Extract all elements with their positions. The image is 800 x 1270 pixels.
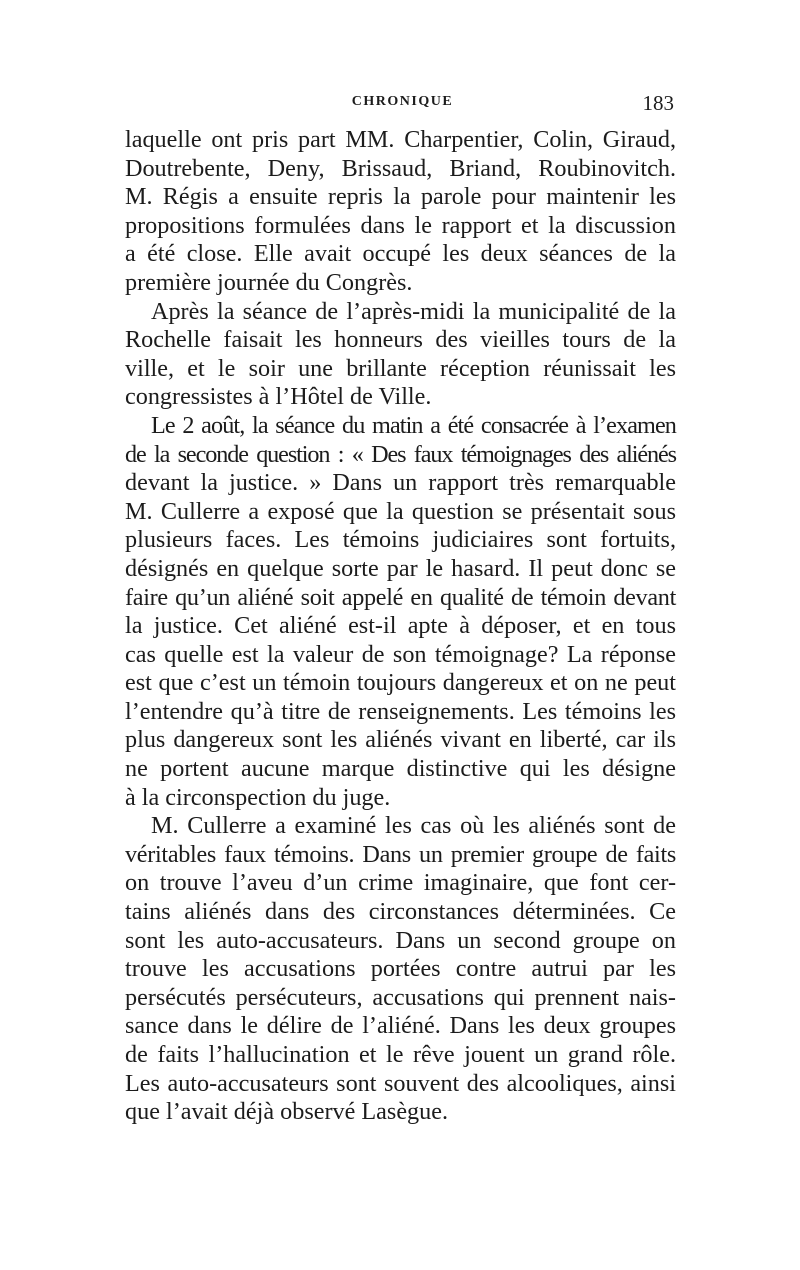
text-line: de faits l’hallucination et le rêve jouent un grand rôle. <box>125 1041 676 1068</box>
text-line: plus dangereux sont les aliénés vivant en liberté, car ils <box>125 726 676 754</box>
text-line: persécutés persécuteurs, accusations qui prennent nais- <box>125 983 676 1011</box>
text-line: de la seconde question : « Des faux témoignages des aliénés <box>125 440 676 468</box>
text-line: sont les auto-accusateurs. Dans un second groupe on <box>125 926 676 954</box>
text-line: à la circonspection du juge. <box>125 783 391 811</box>
text-line: laquelle ont pris part MM. Charpentier, Colin, Giraud, <box>125 126 676 153</box>
text-line: première journée du Congrès. <box>125 268 413 296</box>
text-line: l’entendre qu’à titre de renseignements. Les témoins les <box>125 697 676 725</box>
running-head: CHRONIQUE <box>351 94 454 109</box>
text-line: sance dans le délire de l’aliéné. Dans les deux groupes <box>125 1012 676 1040</box>
text-line: devant la justice. » Dans un rapport très remarquable <box>125 469 676 497</box>
text-line: M. Régis a ensuite repris la parole pour maintenir les <box>125 183 676 211</box>
text-line: Le 2 août, la séance du matin a été consacrée à l’examen <box>151 411 676 439</box>
text-line: plusieurs faces. Les témoins judiciaires sont fortuits, <box>125 526 676 554</box>
text-line: trouve les accusations portées contre autrui par les <box>125 955 676 983</box>
text-line: propositions formulées dans le rapport et la discussion <box>125 211 676 239</box>
text-line: désignés en quelque sorte par le hasard. Il peut donc se <box>125 554 676 582</box>
text-line: M. Cullerre a examiné les cas où les aliénés sont de <box>151 812 676 840</box>
body-text <box>125 126 676 1127</box>
text-line: que l’avait déjà observé Lasègue. <box>125 1098 449 1126</box>
text-line: ne portent aucune marque distinctive qui les désigne <box>125 755 676 783</box>
text-line: on trouve l’aveu d’un crime imaginaire, que font cer- <box>125 869 676 897</box>
page-number: 183 <box>642 91 674 115</box>
text-line: a été close. Elle avait occupé les deux séances de la <box>125 240 676 268</box>
text-line: Rochelle faisait les honneurs des vieilles tours de la <box>125 326 676 354</box>
text-line: Doutrebente, Deny, Brissaud, Briand, Roubinovitch. <box>125 154 676 182</box>
text-line: Après la séance de l’après-midi la municipalité de la <box>151 297 676 325</box>
text-line: Les auto-accusateurs sont souvent des alcooliques, ainsi <box>125 1069 676 1097</box>
text-line: véritables faux témoins. Dans un premier groupe de faits <box>125 840 676 868</box>
text-line: est que c’est un témoin toujours dangereux et on ne peut <box>125 669 676 697</box>
text-line: ville, et le soir une brillante réception réunissait les <box>125 354 676 382</box>
text-line: cas quelle est la valeur de son témoignage? La réponse <box>125 640 676 668</box>
text-line: tains aliénés dans des circonstances déterminées. Ce <box>125 898 676 926</box>
text-line: faire qu’un aliéné soit appelé en qualité de témoin devant <box>125 583 676 611</box>
text-line: congressistes à l’Hôtel de Ville. <box>125 383 432 411</box>
page-header <box>125 92 680 116</box>
text-line: M. Cullerre a exposé que la question se présentait sous <box>125 497 676 525</box>
text-line: la justice. Cet aliéné est-il apte à déposer, et en tous <box>125 612 676 640</box>
